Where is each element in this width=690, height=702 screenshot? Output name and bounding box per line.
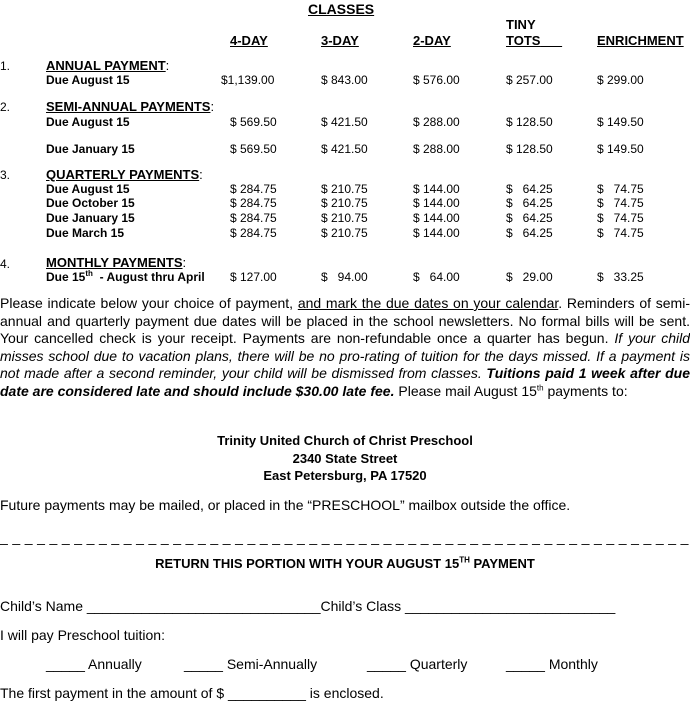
section-number: 1. <box>0 59 11 73</box>
amount-cell: $1,139.00 <box>221 73 275 87</box>
pay-tuition-label: I will pay Preschool tuition: <box>0 627 165 643</box>
amount-cell: $ 127.00 <box>230 270 277 284</box>
section-heading-semi-annual: SEMI-ANNUAL PAYMENTS: <box>46 99 215 114</box>
amount-cell: $ 64.25 <box>506 211 553 225</box>
option-quarterly[interactable]: _____ Quarterly <box>367 656 468 672</box>
section-number: 4. <box>0 257 11 271</box>
option-semi-annually[interactable]: _____ Semi-Annually <box>184 656 318 672</box>
amount-cell: $ 288.00 <box>413 142 460 156</box>
row-label: Due August 15 <box>46 115 130 129</box>
row-label: Due 15th - August thru April <box>46 269 205 284</box>
amount-cell: $ 64.25 <box>506 226 553 240</box>
section-heading-annual: ANNUAL PAYMENT: <box>46 58 170 73</box>
column-header-tots: TOTS <box>506 33 541 48</box>
amount-cell: $ 64.25 <box>506 182 553 196</box>
address-line-1: Trinity United Church of Christ Preschool <box>217 433 473 448</box>
option-annually[interactable]: _____ Annually <box>46 656 142 672</box>
row-label: Due August 15 <box>46 182 130 196</box>
amount-cell: $ 284.75 <box>230 182 277 196</box>
option-monthly[interactable]: _____ Monthly <box>506 656 598 672</box>
row-label: Due August 15 <box>46 73 130 87</box>
amount-cell: $ 144.00 <box>413 196 460 210</box>
amount-cell: $ 569.50 <box>230 115 277 129</box>
amount-cell: $ 74.75 <box>597 196 644 210</box>
first-payment-field[interactable]: The first payment in the amount of $ __________ is enclosed. <box>0 685 384 701</box>
section-number: 3. <box>0 168 11 182</box>
amount-cell: $ 284.75 <box>230 211 277 225</box>
amount-cell: $ 33.25 <box>597 270 644 284</box>
childs-name-field[interactable]: Child’s Name ______________________________Child’s Class ___________________________ <box>0 598 616 614</box>
page-title: CLASSES <box>308 1 375 17</box>
amount-cell: $ 128.50 <box>506 115 553 129</box>
column-header-4-day: 4-DAY <box>230 33 268 48</box>
row-label: Due January 15 <box>46 211 135 225</box>
section-heading-quarterly: QUARTERLY PAYMENTS: <box>46 167 203 182</box>
amount-cell: $ 29.00 <box>506 270 553 284</box>
cut-line: _ _ _ _ _ _ _ _ _ _ _ _ _ _ _ _ _ _ _ _ _ _ _ _ _ _ _ _ _ _ _ _ _ _ _ _ _ _ _ _ _ _ _ _ _ _ _ _ _ _ _ _ _ _ _ _ <box>0 529 689 545</box>
amount-cell: $ 74.75 <box>597 211 644 225</box>
amount-cell: $ 74.75 <box>597 226 644 240</box>
amount-cell: $ 421.50 <box>321 142 368 156</box>
amount-cell: $ 210.75 <box>321 196 368 210</box>
row-label: Due March 15 <box>46 226 125 240</box>
instructions-paragraph: Please indicate below your choice of payment, and mark the due dates on your calendar. Reminders of semi-annual and quarterly payment due dates will be placed in the school newsletters. No formal bills will be sent. Your cancelled check is your receipt. Payments are non-refundable once a quarter has begun. If your child misses school due to vacation plans, there will be no pro-rating of tuition for the days missed. If a payment is not made after a second reminder, your child will be dismissed from classes. Tuitions paid 1 week after due date are considered late and should include $30.00 late fee. Please mail August 15th payments to: <box>0 295 690 399</box>
amount-cell: $ 843.00 <box>321 73 368 87</box>
amount-cell: $ 149.50 <box>597 115 644 129</box>
amount-cell: $ 94.00 <box>321 270 368 284</box>
column-header-3-day: 3-DAY <box>321 33 359 48</box>
amount-cell: $ 284.75 <box>230 196 277 210</box>
section-heading-monthly: MONTHLY PAYMENTS: <box>46 255 187 270</box>
amount-cell: $ 144.00 <box>413 226 460 240</box>
amount-cell: $ 288.00 <box>413 115 460 129</box>
column-header-tiny: TINY <box>506 17 536 32</box>
amount-cell: $ 421.50 <box>321 115 368 129</box>
column-header-enrichment: ENRICHMENT <box>597 33 684 48</box>
column-header-2-day: 2-DAY <box>413 33 451 48</box>
amount-cell: $ 128.50 <box>506 142 553 156</box>
amount-cell: $ 64.25 <box>506 196 553 210</box>
address-line-3: East Petersburg, PA 17520 <box>263 468 427 483</box>
amount-cell: $ 64.00 <box>413 270 460 284</box>
amount-cell: $ 144.00 <box>413 211 460 225</box>
amount-cell: $ 210.75 <box>321 226 368 240</box>
amount-cell: $ 569.50 <box>230 142 277 156</box>
return-heading: RETURN THIS PORTION WITH YOUR AUGUST 15TH PAYMENT <box>155 555 535 571</box>
amount-cell: $ 144.00 <box>413 182 460 196</box>
amount-cell: $ 210.75 <box>321 211 368 225</box>
row-label: Due January 15 <box>46 142 135 156</box>
section-number: 2. <box>0 100 11 114</box>
amount-cell: $ 299.00 <box>597 73 644 87</box>
address-line-2: 2340 State Street <box>292 451 398 466</box>
row-label: Due October 15 <box>46 196 135 210</box>
amount-cell: $ 149.50 <box>597 142 644 156</box>
amount-cell: $ 210.75 <box>321 182 368 196</box>
amount-cell: $ 576.00 <box>413 73 460 87</box>
amount-cell: $ 284.75 <box>230 226 277 240</box>
amount-cell: $ 257.00 <box>506 73 553 87</box>
future-payments-note: Future payments may be mailed, or placed in the “PRESCHOOL” mailbox outside the office. <box>0 497 571 513</box>
amount-cell: $ 74.75 <box>597 182 644 196</box>
